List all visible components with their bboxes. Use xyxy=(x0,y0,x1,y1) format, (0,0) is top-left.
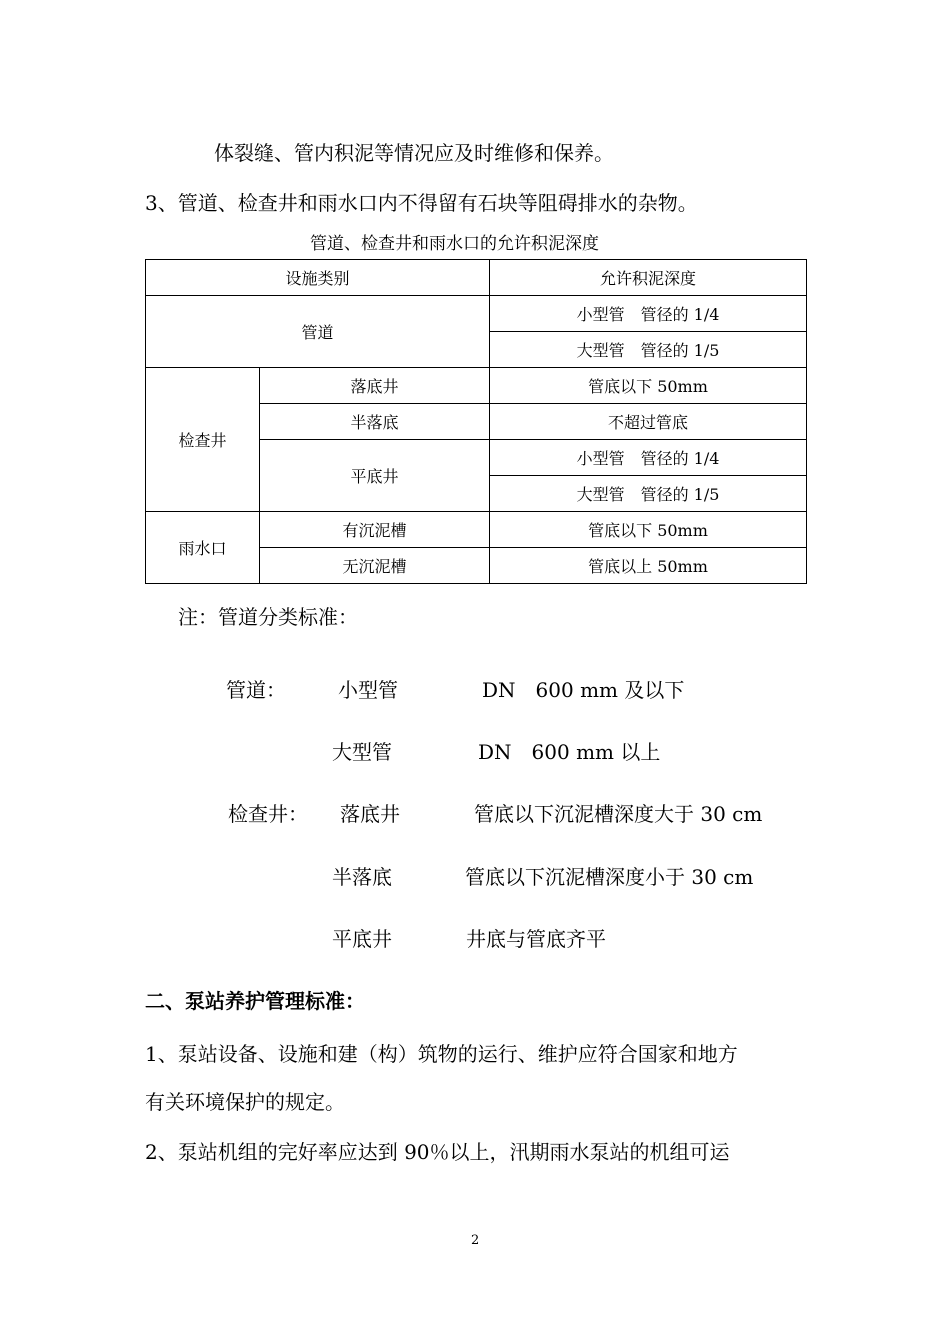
page-number: 2 xyxy=(471,1233,480,1248)
note-title: 注：管道分类标准： xyxy=(178,605,358,629)
table-cell: 大型管 管径的 1/5 xyxy=(490,332,807,368)
table-cell: 管底以下 50mm xyxy=(490,368,807,404)
section-heading: 二、泵站养护管理标准： xyxy=(145,989,365,1013)
table-cell: 管道 xyxy=(146,296,490,368)
table-cell: 管底以上 50mm xyxy=(490,548,807,584)
table-cell: 无沉泥槽 xyxy=(260,548,490,584)
table-cell: 雨水口 xyxy=(146,512,260,584)
note-term: 平底井 xyxy=(332,927,392,951)
note-desc: DN 600 mm 以上 xyxy=(478,740,661,764)
table-caption: 管道、检查井和雨水口的允许积泥深度 xyxy=(310,234,599,254)
note-desc: 管底以下沉泥槽深度大于 30 cm xyxy=(474,802,763,826)
table-cell: 半落底 xyxy=(260,404,490,440)
table-cell: 小型管 管径的 1/4 xyxy=(490,440,807,476)
paragraph-line: 3、管道、检查井和雨水口内不得留有石块等阻碍排水的杂物。 xyxy=(145,191,698,215)
table-cell: 小型管 管径的 1/4 xyxy=(490,296,807,332)
note-label: 检查井： xyxy=(228,802,308,826)
table-row xyxy=(146,368,807,404)
table-header-cell: 允许积泥深度 xyxy=(490,260,807,296)
note-term: 落底井 xyxy=(340,802,400,826)
paragraph-line: 1、泵站设备、设施和建（构）筑物的运行、维护应符合国家和地方 xyxy=(145,1042,738,1066)
note-desc: 管底以下沉泥槽深度小于 30 cm xyxy=(465,865,754,889)
note-desc: DN 600 mm 及以下 xyxy=(482,678,685,702)
table-cell: 平底井 xyxy=(260,440,490,512)
note-term: 大型管 xyxy=(332,740,392,764)
paragraph-line: 有关环境保护的规定。 xyxy=(145,1090,345,1114)
table-header-cell: 设施类别 xyxy=(146,260,490,296)
table-cell: 有沉泥槽 xyxy=(260,512,490,548)
table-cell: 大型管 管径的 1/5 xyxy=(490,476,807,512)
note-label: 管道： xyxy=(226,678,286,702)
table-cell: 不超过管底 xyxy=(490,404,807,440)
paragraph-line: 体裂缝、管内积泥等情况应及时维修和保养。 xyxy=(214,141,614,165)
sludge-depth-table xyxy=(145,259,807,584)
table-cell: 检查井 xyxy=(146,368,260,512)
note-desc: 井底与管底齐平 xyxy=(466,927,606,951)
paragraph-line: 2、泵站机组的完好率应达到 90％以上，汛期雨水泵站的机组可运 xyxy=(145,1140,730,1164)
note-term: 半落底 xyxy=(332,865,392,889)
table-row xyxy=(146,296,807,332)
note-term: 小型管 xyxy=(338,678,398,702)
table-cell: 管底以下 50mm xyxy=(490,512,807,548)
table-header-row xyxy=(146,260,807,296)
table-cell: 落底井 xyxy=(260,368,490,404)
table-row xyxy=(146,512,807,548)
